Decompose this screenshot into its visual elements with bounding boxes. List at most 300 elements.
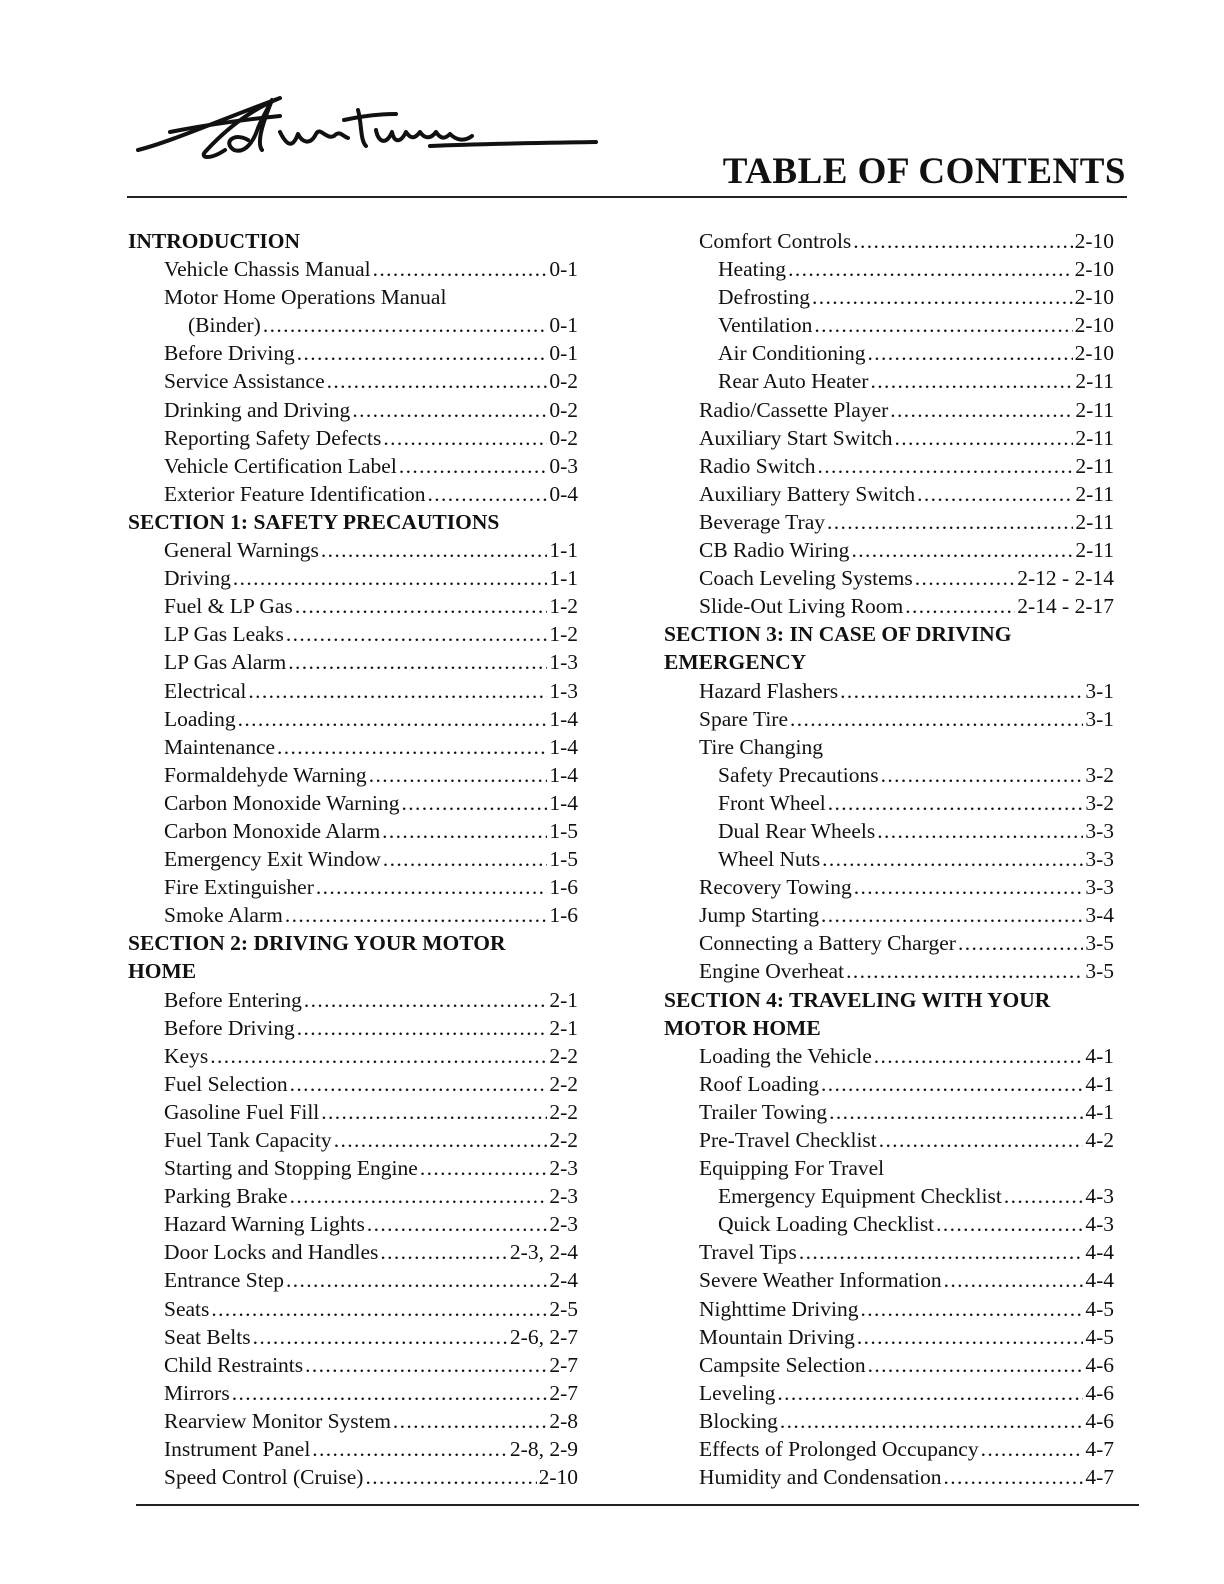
toc-entry-title: Keys: [164, 1043, 209, 1068]
toc-entry: [128, 1210, 578, 1238]
dot-leader: [877, 817, 1083, 845]
toc-entry-page: 2-10: [1074, 285, 1114, 310]
toc-entry-title: Recovery Towing: [699, 875, 852, 900]
toc-entry-title: Ventilation: [718, 313, 813, 338]
toc-entry-page: 3-2: [1085, 790, 1114, 815]
toc-entry: [128, 1323, 578, 1351]
toc-entry-title: Connecting a Battery Charger: [699, 931, 956, 956]
dot-leader: [288, 648, 547, 676]
toc-entry-page: 4-3: [1085, 1212, 1114, 1237]
toc-group-label: Equipping For Travel: [699, 1156, 885, 1181]
toc-entry: [128, 845, 578, 873]
toc-entry: [664, 1323, 1114, 1351]
toc-entry-page: 4-1: [1085, 1043, 1114, 1068]
toc-entry-title: Jump Starting: [699, 903, 820, 928]
toc-entry: [128, 1042, 578, 1070]
toc-entry-page: 2-3: [549, 1212, 578, 1237]
toc-entry-page: 1-3: [549, 650, 578, 675]
toc-entry-page: 1-4: [549, 790, 578, 815]
dot-leader: [211, 1295, 547, 1323]
dot-leader: [382, 817, 547, 845]
dot-leader: [263, 311, 547, 339]
toc-entry-page: 4-7: [1085, 1437, 1114, 1462]
toc-entry-title: Fuel & LP Gas: [164, 594, 293, 619]
toc-entry-page: 2-12 - 2-14: [1017, 566, 1114, 591]
toc-entry-title: Auxiliary Battery Switch: [699, 481, 916, 506]
dot-leader: [943, 1463, 1083, 1491]
toc-entry-title: Vehicle Chassis Manual: [164, 257, 371, 282]
toc-entry-title: Beverage Tray: [699, 509, 825, 534]
toc-entry: [128, 255, 578, 283]
toc-entry-page: 4-2: [1085, 1128, 1114, 1152]
dot-leader: [829, 1098, 1083, 1126]
toc-entry-page: 4-4: [1085, 1240, 1114, 1265]
toc-entry-page: 2-3, 2-4: [509, 1240, 578, 1265]
toc-entry-page: 2-2: [549, 1099, 578, 1124]
dot-leader: [890, 396, 1073, 424]
toc-entry-title: General Warnings: [164, 538, 319, 563]
toc-column-right: [664, 227, 1114, 1491]
toc-entry-title: Before Driving: [164, 341, 295, 366]
dot-leader: [399, 452, 548, 480]
toc-entry-page: 3-3: [1085, 875, 1114, 900]
toc-entry-title: Fire Extinguisher: [164, 875, 314, 900]
toc-entry-page: 2-11: [1075, 509, 1114, 534]
footer-rule: [136, 1504, 1139, 1506]
toc-entry: [664, 1435, 1114, 1463]
toc-entry: [128, 1070, 578, 1098]
toc-entry-title: Gasoline Fuel Fill: [164, 1099, 320, 1124]
toc-entry: [664, 227, 1114, 255]
toc-entry-title: Drinking and Driving: [164, 397, 351, 422]
toc-entry-title: Rearview Monitor System: [164, 1408, 391, 1433]
dot-leader: [297, 339, 548, 367]
toc-entry: [664, 480, 1114, 508]
toc-entry-page: 2-11: [1075, 425, 1114, 450]
toc-entry: [664, 705, 1114, 733]
toc-column-left: [128, 227, 578, 1491]
toc-entry: [664, 1070, 1114, 1098]
toc-entry-title: Fuel Tank Capacity: [164, 1128, 332, 1152]
toc-entry-page: 1-6: [549, 875, 578, 900]
toc-entry: [128, 1435, 578, 1463]
toc-entry-title: Radio Switch: [699, 453, 816, 478]
toc-entry-page: 3-1: [1085, 678, 1114, 703]
section-heading: MOTOR HOME: [664, 1015, 821, 1040]
dot-leader: [321, 1098, 547, 1126]
toc-entry: [664, 957, 1114, 985]
toc-entry-title: Exterior Feature Identification: [164, 481, 426, 506]
dot-leader: [248, 677, 547, 705]
dot-leader: [853, 227, 1072, 255]
toc-entry-page: 1-2: [549, 594, 578, 619]
dot-leader: [420, 1154, 548, 1182]
dot-leader: [427, 480, 547, 508]
toc-entry-page: 2-10: [538, 1465, 578, 1490]
toc-entry-page: 2-2: [549, 1128, 578, 1152]
dot-leader: [936, 1210, 1083, 1238]
toc-entry-page: 4-1: [1085, 1099, 1114, 1124]
page-title: TABLE OF CONTENTS: [722, 151, 1126, 192]
dot-leader: [286, 1266, 547, 1294]
toc-entry-title: Auxiliary Start Switch: [699, 425, 893, 450]
toc-entry-page: 2-11: [1075, 397, 1114, 422]
toc-entry-page: 4-3: [1085, 1184, 1114, 1209]
toc-entry-title: Before Entering: [164, 987, 302, 1012]
toc-entry-page: 1-6: [549, 903, 578, 928]
toc-entry: [128, 339, 578, 367]
toc-entry-page: 2-2: [549, 1071, 578, 1096]
toc-entry: [128, 1379, 578, 1407]
toc-entry: [128, 480, 578, 508]
toc-entry-title: LP Gas Leaks: [164, 622, 284, 647]
dot-leader: [879, 1126, 1084, 1154]
toc-entry: [128, 536, 578, 564]
section-heading: SECTION 3: IN CASE OF DRIVING: [664, 622, 1012, 647]
toc-entry-title: Mountain Driving: [699, 1324, 855, 1349]
toc-entry-page: 4-6: [1085, 1380, 1114, 1405]
dot-leader: [290, 1070, 548, 1098]
dot-leader: [821, 1070, 1083, 1098]
toc-entry: [664, 255, 1114, 283]
toc-entry: [664, 1379, 1114, 1407]
toc-entry-page: 4-1: [1085, 1071, 1114, 1096]
dot-leader: [958, 929, 1083, 957]
toc-entry-page: 2-1: [549, 1015, 578, 1040]
dot-leader: [870, 367, 1073, 395]
toc-entry: [664, 1098, 1114, 1126]
section-heading: SECTION 4: TRAVELING WITH YOUR: [664, 987, 1051, 1012]
toc-entry: [128, 986, 578, 1014]
toc-entry-title: Spare Tire: [699, 706, 788, 731]
toc-entry: [128, 1182, 578, 1210]
dot-leader: [352, 396, 547, 424]
dot-leader: [297, 1014, 548, 1042]
toc-group-label: Motor Home Operations Manual: [164, 285, 447, 310]
toc-entry: [128, 367, 578, 395]
toc-entry-page: 2-10: [1074, 229, 1114, 253]
toc-entry: [664, 1210, 1114, 1238]
toc-entry-title: Service Assistance: [164, 369, 325, 394]
dot-leader: [290, 1182, 548, 1210]
toc-entry: [664, 677, 1114, 705]
toc-entry: [664, 1295, 1114, 1323]
toc-entry-page: 2-8: [549, 1408, 578, 1433]
adventurer-signature-logo: [130, 80, 600, 170]
toc-entry-title: Vehicle Certification Label: [164, 453, 397, 478]
toc-entry-title: Travel Tips: [699, 1240, 797, 1265]
dot-leader: [828, 789, 1084, 817]
toc-entry-title: Emergency Equipment Checklist: [718, 1184, 1002, 1209]
toc-entry-title: CB Radio Wiring: [699, 538, 850, 563]
toc-entry-title: Hazard Warning Lights: [164, 1212, 365, 1237]
toc-entry-title: Heating: [718, 257, 787, 282]
toc-entry: [128, 1154, 578, 1182]
toc-entry: [128, 705, 578, 733]
toc-entry: [664, 508, 1114, 536]
toc-entry-title: Loading: [164, 706, 236, 731]
toc-entry-page: 2-4: [549, 1268, 578, 1293]
dot-leader: [868, 1351, 1084, 1379]
toc-entry-title: Severe Weather Information: [699, 1268, 942, 1293]
dot-leader: [822, 845, 1083, 873]
dot-leader: [944, 1266, 1084, 1294]
section-heading: SECTION 2: DRIVING YOUR MOTOR: [128, 931, 506, 956]
toc-entry-page: 2-2: [549, 1043, 578, 1068]
toc-entry: [664, 1407, 1114, 1435]
toc-entry-page: 4-7: [1085, 1465, 1114, 1490]
toc-entry-title: Fuel Selection: [164, 1071, 288, 1096]
toc-entry: [664, 761, 1114, 789]
dot-leader: [814, 311, 1072, 339]
dot-leader: [788, 255, 1073, 283]
toc-entry-page: 4-4: [1085, 1268, 1114, 1293]
toc-entry: [664, 367, 1114, 395]
toc-entry: [128, 1351, 578, 1379]
dot-leader: [367, 1210, 547, 1238]
toc-entry-title: Loading the Vehicle: [699, 1043, 872, 1068]
toc-entry-title: Before Driving: [164, 1015, 295, 1040]
toc-entry: [664, 536, 1114, 564]
dot-leader: [894, 424, 1073, 452]
toc-entry-page: 3-3: [1085, 818, 1114, 843]
dot-leader: [812, 283, 1073, 311]
toc-entry: [128, 733, 578, 761]
toc-entry-title: Quick Loading Checklist: [718, 1212, 935, 1237]
toc-entry: [128, 761, 578, 789]
toc-entry: [664, 845, 1114, 873]
toc-entry: [128, 452, 578, 480]
dot-leader: [305, 1351, 547, 1379]
toc-entry: [128, 424, 578, 452]
toc-entry-page: 3-5: [1085, 931, 1114, 956]
toc-entry-title: Radio/Cassette Player: [699, 397, 889, 422]
toc-entry: [664, 311, 1114, 339]
toc-entry-page: 4-6: [1085, 1352, 1114, 1377]
dot-leader: [334, 1126, 548, 1154]
toc-entry: [664, 339, 1114, 367]
toc-entry-title: Wheel Nuts: [718, 847, 821, 872]
toc-entry-page: 2-10: [1074, 257, 1114, 282]
dot-leader: [915, 564, 1015, 592]
toc-entry-title: Electrical: [164, 678, 247, 703]
dot-leader: [373, 255, 548, 283]
toc-entry-page: 1-4: [549, 706, 578, 731]
dot-leader: [777, 1379, 1083, 1407]
toc-entry-title: Hazard Flashers: [699, 678, 839, 703]
toc-entry-title: Door Locks and Handles: [164, 1240, 379, 1265]
section-heading: SECTION 1: SAFETY PRECAUTIONS: [128, 509, 500, 534]
toc-entry-page: 2-7: [549, 1352, 578, 1377]
toc-entry-page: 1-5: [549, 847, 578, 872]
toc-entry-title: Air Conditioning: [718, 341, 866, 366]
toc-entry: [664, 929, 1114, 957]
dot-leader: [799, 1238, 1084, 1266]
toc-entry-page: 2-5: [549, 1296, 578, 1321]
toc-entry-title: Emergency Exit Window: [164, 847, 381, 872]
toc-entry: [128, 311, 578, 339]
toc-entry-page: 0-2: [549, 397, 578, 422]
toc-entry-page: 2-3: [549, 1156, 578, 1181]
toc-entry-page: 4-6: [1085, 1408, 1114, 1433]
toc-entry-title: Campsite Selection: [699, 1352, 866, 1377]
toc-entry-title: Maintenance: [164, 734, 276, 759]
toc-group-label: Tire Changing: [699, 734, 824, 759]
dot-leader: [817, 452, 1073, 480]
dot-leader: [253, 1323, 508, 1351]
toc-entry-page: 2-1: [549, 987, 578, 1012]
dot-leader: [846, 957, 1083, 985]
toc-entry-page: 1-1: [549, 566, 578, 591]
toc-entry-title: Blocking: [699, 1408, 778, 1433]
toc-entry-page: 2-3: [549, 1184, 578, 1209]
dot-leader: [277, 733, 547, 761]
toc-entry-title: Seats: [164, 1296, 210, 1321]
toc-entry-title: Entrance Step: [164, 1268, 284, 1293]
dot-leader: [860, 1295, 1083, 1323]
toc-entry: [664, 564, 1114, 592]
toc-entry-title: Rear Auto Heater: [718, 369, 869, 394]
dot-leader: [402, 789, 548, 817]
toc-entry: [664, 817, 1114, 845]
toc-entry-title: Safety Precautions: [718, 762, 879, 787]
dot-leader: [840, 677, 1083, 705]
dot-leader: [232, 1379, 548, 1407]
dot-leader: [321, 536, 547, 564]
dot-leader: [365, 1463, 536, 1491]
dot-leader: [210, 1042, 547, 1070]
dot-leader: [369, 761, 548, 789]
dot-leader: [304, 986, 547, 1014]
toc-entry-title: Carbon Monoxide Alarm: [164, 818, 381, 843]
toc-entry-page: 0-2: [549, 425, 578, 450]
toc-entry-title: Dual Rear Wheels: [718, 818, 876, 843]
toc-entry-page: 4-5: [1085, 1296, 1114, 1321]
toc-entry-title: Driving: [164, 566, 231, 591]
toc-entry-title: Carbon Monoxide Warning: [164, 790, 400, 815]
dot-leader: [851, 536, 1073, 564]
toc-entry: [664, 901, 1114, 929]
toc-entry-page: 2-8, 2-9: [509, 1437, 578, 1462]
toc-entry-title: Slide-Out Living Room: [699, 594, 904, 619]
toc-entry: [664, 396, 1114, 424]
toc-entry-page: 3-4: [1085, 903, 1114, 928]
toc-entry-page: 2-14 - 2-17: [1017, 594, 1114, 619]
toc-entry: [664, 1182, 1114, 1210]
toc-entry-page: 1-4: [549, 762, 578, 787]
dot-leader: [312, 1435, 508, 1463]
dot-leader: [905, 592, 1015, 620]
dot-leader: [383, 424, 547, 452]
toc-entry-title: Leveling: [699, 1380, 776, 1405]
toc-entry-page: 3-1: [1085, 706, 1114, 731]
toc-entry-title: Front Wheel: [718, 790, 826, 815]
toc-entry: [128, 620, 578, 648]
toc-entry: [664, 873, 1114, 901]
dot-leader: [233, 564, 547, 592]
toc-entry-title: (Binder): [188, 313, 261, 338]
toc-entry-page: 2-11: [1075, 453, 1114, 478]
toc-entry-page: 3-5: [1085, 959, 1114, 984]
toc-entry: [128, 564, 578, 592]
toc-entry: [128, 1295, 578, 1323]
dot-leader: [780, 1407, 1083, 1435]
toc-entry-page: 0-1: [549, 313, 578, 338]
toc-entry: [664, 1126, 1114, 1154]
toc-entry-title: LP Gas Alarm: [164, 650, 287, 675]
toc-entry-page: 2-10: [1074, 341, 1114, 366]
dot-leader: [821, 901, 1083, 929]
dot-leader: [827, 508, 1073, 536]
toc-entry: [128, 1407, 578, 1435]
toc-entry-title: Comfort Controls: [699, 229, 852, 253]
toc-entry-title: Defrosting: [718, 285, 810, 310]
toc-entry-page: 1-4: [549, 734, 578, 759]
toc-entry: [664, 789, 1114, 817]
toc-entry: [664, 1351, 1114, 1379]
dot-leader: [383, 845, 547, 873]
toc-entry: [664, 283, 1114, 311]
toc-entry: [128, 817, 578, 845]
dot-leader: [285, 901, 547, 929]
toc-entry: [664, 424, 1114, 452]
toc-entry-title: Parking Brake: [164, 1184, 288, 1209]
toc-entry: [128, 901, 578, 929]
toc-entry: [664, 452, 1114, 480]
toc-entry-page: 3-3: [1085, 847, 1114, 872]
toc-entry-title: Smoke Alarm: [164, 903, 283, 928]
toc-entry-page: 0-1: [549, 257, 578, 282]
dot-leader: [1004, 1182, 1084, 1210]
toc-entry-page: 3-2: [1085, 762, 1114, 787]
header-rule: [127, 196, 1127, 198]
toc-entry: [128, 592, 578, 620]
toc-entry-page: 0-2: [549, 369, 578, 394]
toc-entry-page: 2-7: [549, 1380, 578, 1405]
dot-leader: [981, 1435, 1084, 1463]
toc-entry-title: Nighttime Driving: [699, 1296, 859, 1321]
toc-entry-title: Reporting Safety Defects: [164, 425, 382, 450]
section-heading: EMERGENCY: [664, 650, 807, 675]
toc-entry: [128, 1098, 578, 1126]
toc-entry-title: Humidity and Condensation: [699, 1465, 942, 1490]
dot-leader: [917, 480, 1073, 508]
dot-leader: [327, 367, 548, 395]
toc-entry: [128, 789, 578, 817]
toc-entry-title: Trailer Towing: [699, 1099, 828, 1124]
toc-entry-title: Effects of Prolonged Occupancy: [699, 1437, 979, 1462]
toc-entry-title: Coach Leveling Systems: [699, 566, 913, 591]
toc-entry: [128, 1126, 578, 1154]
section-heading: INTRODUCTION: [128, 229, 301, 253]
dot-leader: [854, 873, 1084, 901]
dot-leader: [316, 873, 547, 901]
dot-leader: [790, 705, 1083, 733]
toc-entry-page: 0-3: [549, 453, 578, 478]
toc-entry: [128, 648, 578, 676]
toc-entry-page: 2-10: [1074, 313, 1114, 338]
toc-entry: [664, 592, 1114, 620]
toc-entry-title: Starting and Stopping Engine: [164, 1156, 418, 1181]
dot-leader: [881, 761, 1084, 789]
toc-entry: [128, 1014, 578, 1042]
toc-entry-title: Instrument Panel: [164, 1437, 311, 1462]
toc-entry-title: Child Restraints: [164, 1352, 304, 1377]
toc-entry-page: 2-11: [1075, 369, 1114, 394]
toc-entry: [664, 1463, 1114, 1491]
toc-entry: [664, 1042, 1114, 1070]
toc-entry-title: Speed Control (Cruise): [164, 1465, 364, 1490]
